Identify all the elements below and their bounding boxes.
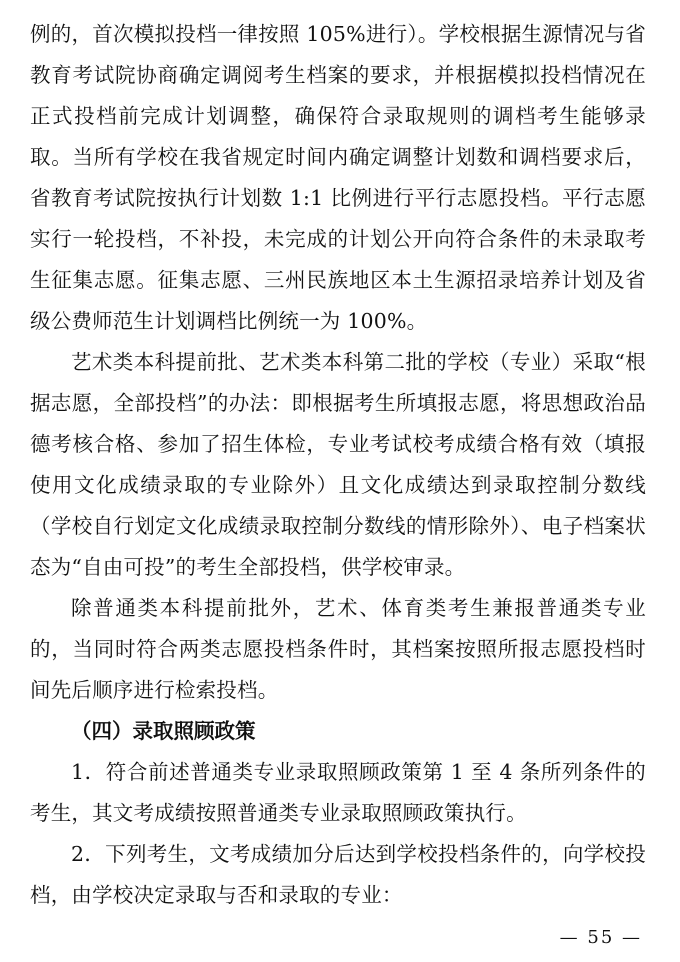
numbered-item: 2．下列考生，文考成绩加分后达到学校投档条件的，向学校投档，由学校决定录取与否和录取的专业： bbox=[30, 842, 646, 907]
section-heading: （四）录取照顾政策 bbox=[71, 719, 256, 743]
numbered-item: 1．符合前述普通类专业录取照顾政策第 1 至 4 条所列条件的考生，其文考成绩按照普通类专业录取照顾政策执行。 bbox=[30, 760, 646, 825]
paragraph-body: 除普通类本科提前批外，艺术、体育类考生兼报普通类专业的，当同时符合两类志愿投档条件时，其档案按照所报志愿投档时间先后顺序进行检索投档。 bbox=[30, 596, 646, 702]
paragraph-body: 例的，首次模拟投档一律按照 105%进行）。学校根据生源情况与省教育考试院协商确定调阅考生档案的要求，并根据模拟投档情况在正式投档前完成计划调整，确保符合录取规则的调档考生能够录取。当所有学校在我省规定时间内确定调整计划数和调档要求后，省教育考试院按执行计划数 1:1 比例进行平行志愿投档。平行志愿实行一轮投档，不补投，未完成的计划公开向符合条件的未录取考生征集志愿。征集志愿、三州民族地区本土生源招录培养计划及省级公费师范生计划调档比例统一为 100%。 bbox=[30, 22, 646, 333]
page-number: — 55 — bbox=[559, 927, 642, 948]
paragraph-body: 艺术类本科提前批、艺术类本科第二批的学校（专业）采取“根据志愿，全部投档”的办法：即根据考生所填报志愿，将思想政治品德考核合格、参加了招生体检，专业考试校考成绩合格有效（填报使用文化成绩录取的专业除外）且文化成绩达到录取控制分数线（学校自行划定文化成绩录取控制分数线的情形除外）、电子档案状态为“自由可投”的考生全部投档，供学校审录。 bbox=[30, 350, 646, 579]
